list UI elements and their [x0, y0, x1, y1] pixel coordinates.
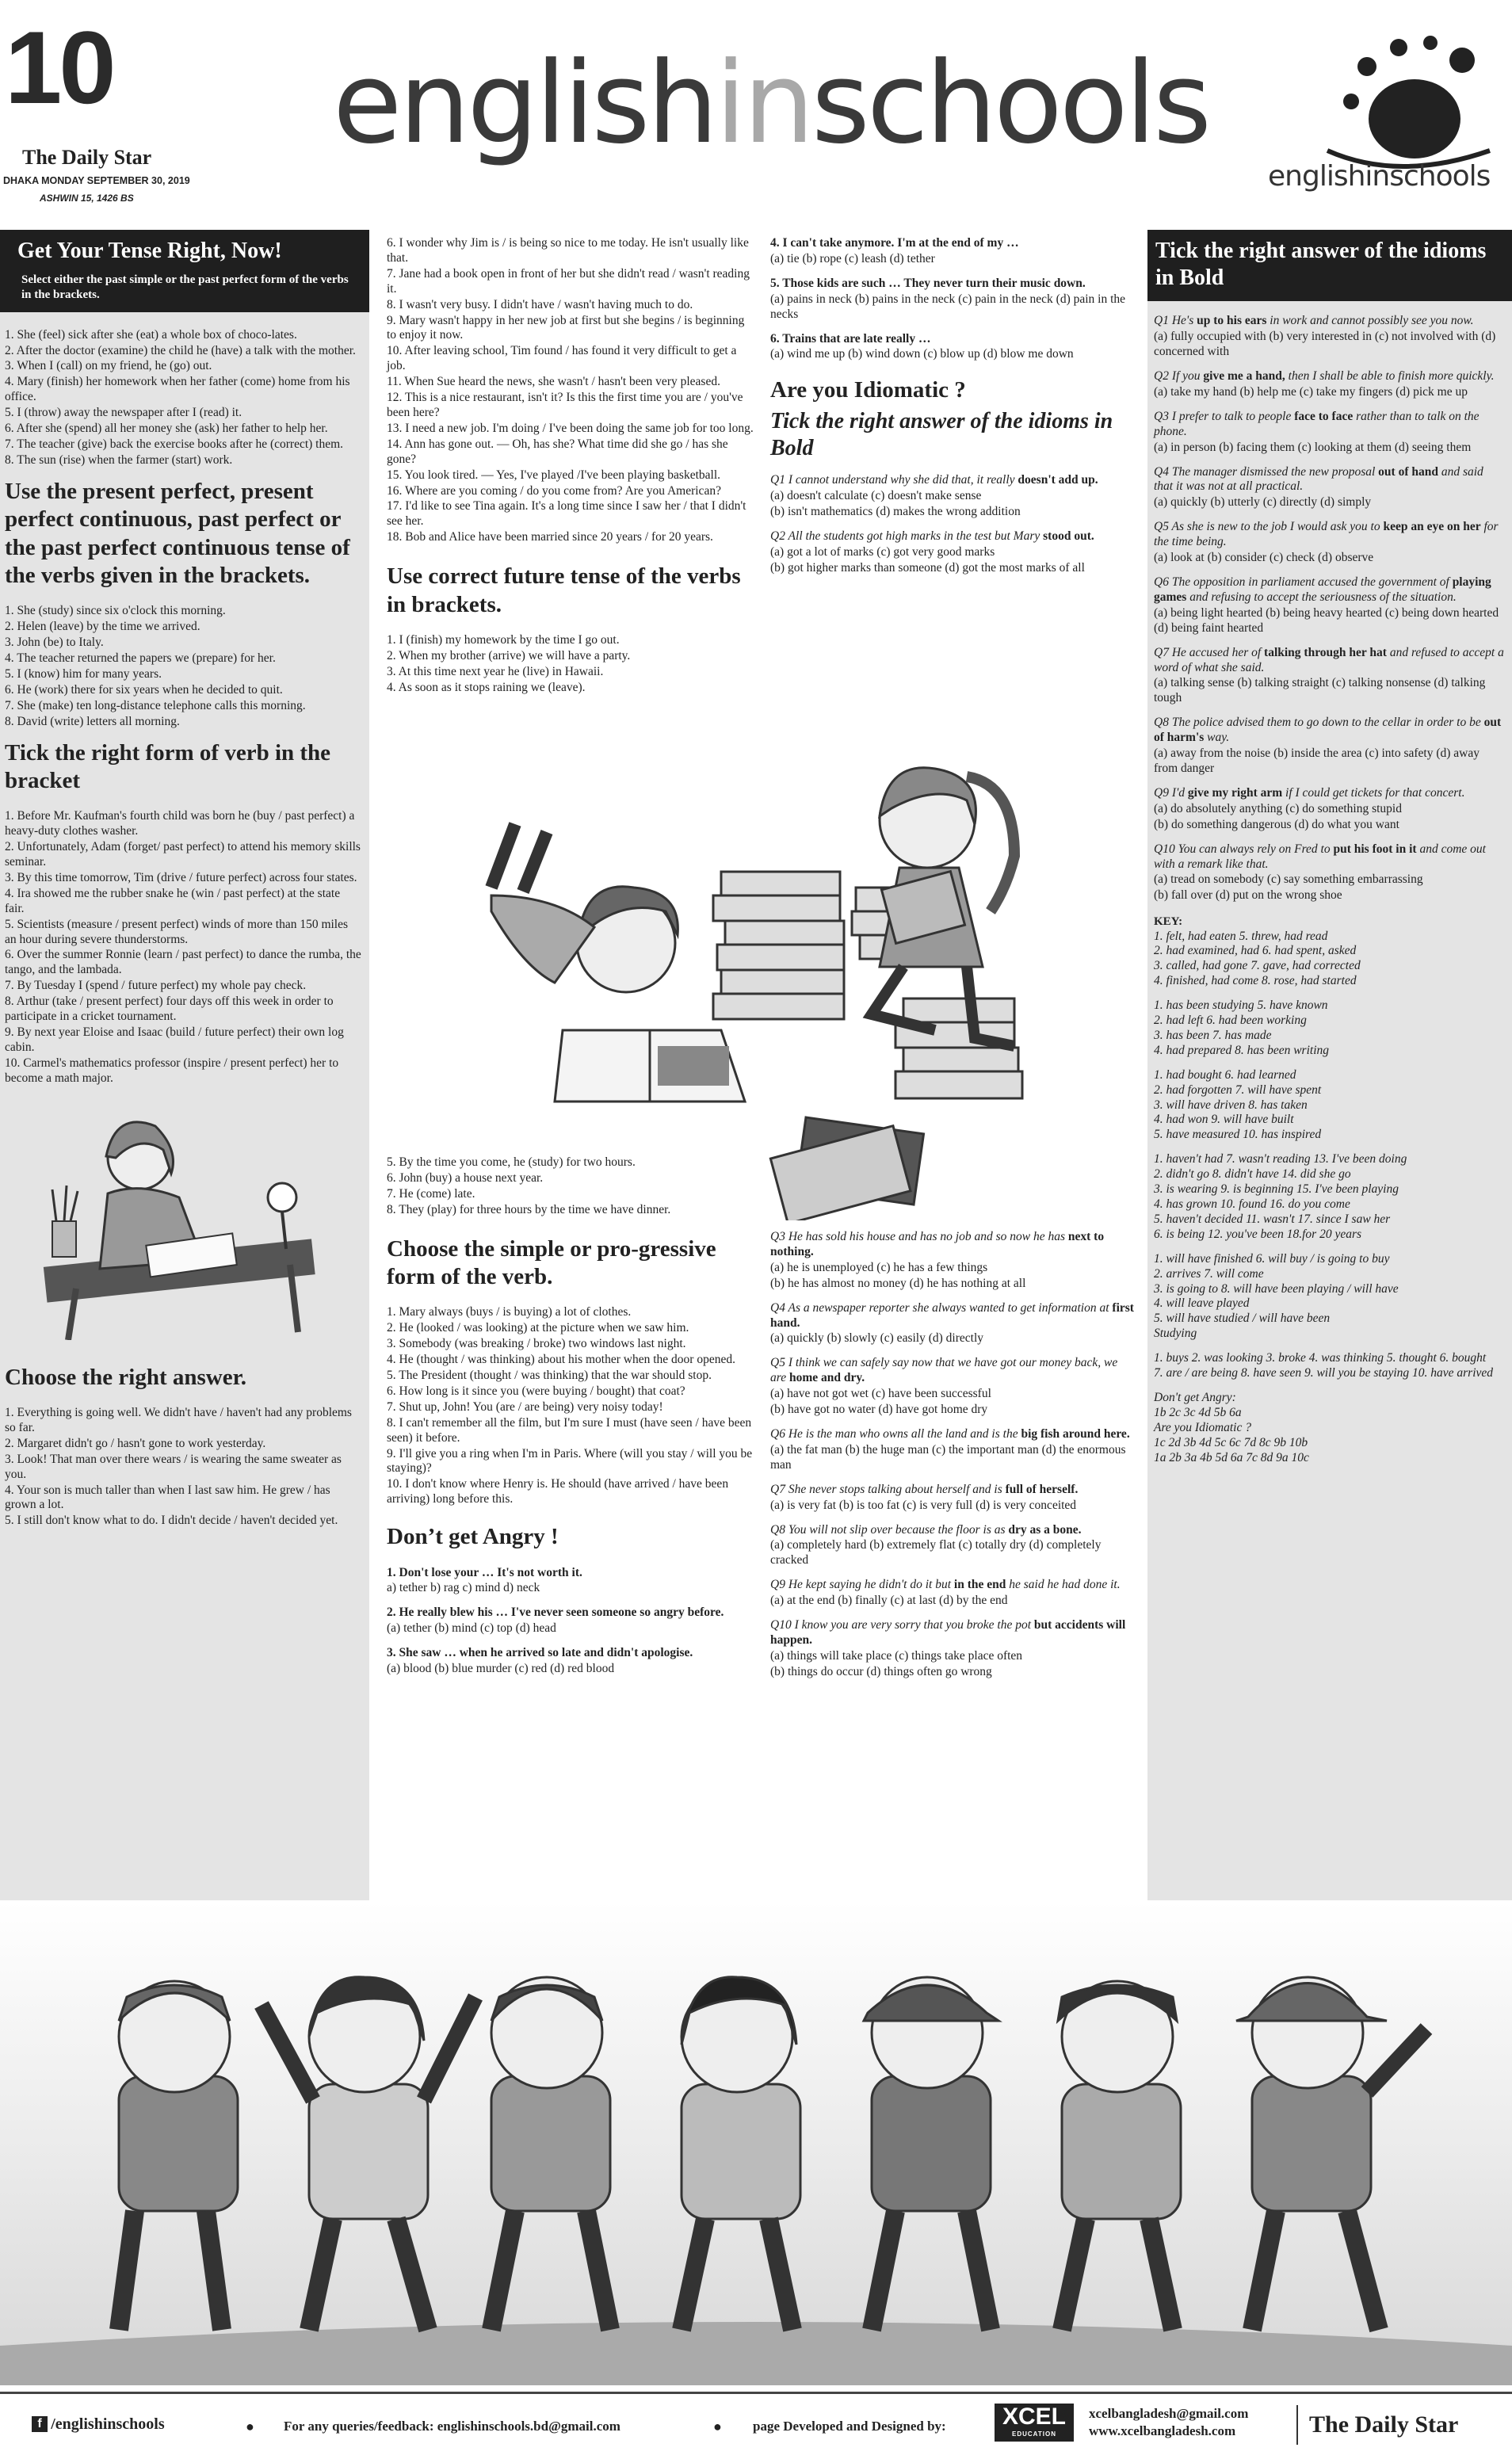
key-line: 3. is going to 8. will have been playing / will have [1154, 1281, 1399, 1296]
quiz-options: (a) talking sense (b) talking straight (c) talking nonsense (d) talking tough [1154, 676, 1486, 705]
girl-writing-illustration [21, 1102, 338, 1340]
list-item: 1. She (study) since six o'clock this morning. [5, 604, 226, 618]
key-line: 2. had forgotten 7. will have spent [1154, 1082, 1322, 1097]
idiom-quiz-top [770, 473, 1135, 575]
list-item: 6. John (buy) a house next year. [387, 1170, 544, 1185]
quiz-question: 1. Don't lose your … It's not worth it. [387, 1565, 582, 1579]
quiz-options: (a) wind me up (b) wind down (c) blow up (d) blow me down [770, 347, 1074, 361]
key-line: 4. will leave played [1154, 1296, 1250, 1311]
xcel-email[interactable]: xcelbangladesh@gmail.com [1089, 2406, 1249, 2421]
key-line: 1b 2c 3c 4d 5b 6a [1154, 1405, 1242, 1419]
list-item: 6. How long is it since you (were buying / bought) that coat? [387, 1384, 685, 1398]
column-3-lower [770, 1230, 1135, 1690]
quiz-item [1154, 716, 1504, 777]
list-item: 17. I'd like to see Tina again. It's a long time since I saw her / that I didn't see her. [387, 499, 746, 529]
quiz-item [770, 1483, 1135, 1514]
column-2 [387, 236, 755, 697]
list-item: 5. I still don't know what to do. I didn't decide / haven't decided yet. [5, 1514, 338, 1528]
masthead-title [333, 38, 1209, 169]
key-line: 6. is being 12. you've been 18.for 20 years [1154, 1227, 1362, 1241]
present-perfect-exercise [5, 604, 361, 729]
newspaper-name: The Daily Star [22, 146, 152, 169]
footer-divider [1296, 2405, 1298, 2445]
key-line: 2. had left 6. had been working [1154, 1014, 1307, 1028]
quiz-item [770, 1301, 1135, 1347]
list-item: 1. Mary always (buys / is buying) a lot of clothes. [387, 1305, 632, 1319]
quiz-question-end: in work and cannot possibly see you now. [1270, 314, 1474, 328]
idioms-box-header [1147, 230, 1512, 301]
list-item: 8. I wasn't very busy. I didn't have / wasn't having much to do. [387, 297, 693, 311]
idiom-bold: first hand. [770, 1300, 1134, 1330]
angry-quiz-part-1 [387, 1566, 755, 1677]
quiz-question: Q10 You can always rely on Fred to [1154, 842, 1331, 856]
idiom-bold: up to his ears [1197, 314, 1267, 328]
page-number: 10 [5, 10, 113, 125]
list-item: 1. She (feel) sick after she (eat) a whole box of choco-lates. [5, 327, 297, 342]
answer-key-title: KEY: [1154, 915, 1183, 929]
list-item: 2. Margaret didn't go / hasn't gone to work yesterday. [5, 1436, 266, 1450]
list-item: 1. I (finish) my homework by the time I go out. [387, 632, 620, 647]
quiz-options: (a) at the end (b) finally (c) at last (d) by the end [770, 1594, 1008, 1608]
quiz-options: a) tether b) rag c) mind d) neck [387, 1581, 540, 1595]
quiz-question-end: if I could get tickets for that concert. [1285, 785, 1465, 800]
idiom-bold: full of herself. [1005, 1482, 1079, 1496]
column-4 [1147, 230, 1512, 1900]
quiz-question: Q9 I'd [1154, 785, 1186, 800]
list-item: 18. Bob and Alice have been married since 20 years / for 20 years. [387, 530, 713, 544]
list-item: 10. Carmel's mathematics professor (inspire / present perfect) her to become a math major. [5, 1056, 339, 1085]
list-item: 3. Somebody (was breaking / broke) two windows last night. [387, 1337, 686, 1351]
quiz-item [1154, 410, 1504, 456]
key-line: 1. will have finished 6. will buy / is going to buy [1154, 1251, 1390, 1266]
key-line: 7. are / are being 8. have seen 9. will you be staying 10. have arrived [1154, 1366, 1494, 1380]
list-item: 8. They (play) for three hours by the time we have dinner. [387, 1202, 671, 1216]
list-item: 4. He (thought / was thinking) about his mother when the door opened. [387, 1353, 735, 1367]
key-line: 1. buys 2. was looking 3. broke 4. was thinking 5. thought 6. bought [1154, 1351, 1487, 1365]
list-item: 9. Mary wasn't happy in her new job at first but she begins / is beginning to enjoy it now. [387, 313, 745, 342]
idiom-bold: next to nothing. [770, 1230, 1105, 1258]
idiom-bold: out of hand [1378, 464, 1438, 479]
key-line: 5. will have studied / will have been [1154, 1312, 1331, 1326]
quiz-item [387, 1566, 755, 1597]
list-item: 1. Everything is going well. We didn't have / haven't had any problems so far. [5, 1406, 352, 1434]
key-group [1154, 1068, 1504, 1144]
key-line: 5. haven't decided 11. wasn't 17. since I saw her [1154, 1212, 1391, 1226]
section-heading: Are you Idiomatic ? [770, 377, 966, 403]
list-item: 4. As soon as it stops raining we (leave). [387, 680, 586, 694]
quiz-item [770, 236, 1135, 267]
quiz-options: (a) tread on somebody (c) say something embarrassing [1154, 872, 1423, 887]
key-line: 3. called, had gone 7. gave, had corrected [1154, 959, 1361, 973]
quiz-question: Q4 As a newspaper reporter she always wanted to get information at [770, 1300, 1109, 1315]
key-group [1154, 998, 1504, 1059]
quiz-item [770, 1618, 1135, 1680]
quiz-question-end: rather than to talk on the phone. [1154, 409, 1480, 438]
quiz-question: Q2 All the students got high marks in the test but Mary [770, 529, 1040, 543]
list-item: 6. Over the summer Ronnie (learn / past perfect) to dance the rumba, the tango, and the lambada. [5, 948, 361, 977]
quiz-question: Q3 I prefer to talk to people [1154, 409, 1292, 423]
list-item: 10. After leaving school, Tim found / has found it very difficult to get a job. [387, 344, 737, 373]
masthead-english: english [333, 38, 716, 169]
quiz-question: Q7 She never stops talking about herself and is [770, 1482, 1002, 1496]
key-line: 2. had examined, had 6. had spent, asked [1154, 944, 1357, 958]
key-line: 1c 2d 3b 4d 5c 6c 7d 8c 9b 10b [1154, 1435, 1308, 1449]
kids-reading-illustration [460, 729, 1109, 1220]
quiz-item [770, 473, 1135, 520]
quiz-options: (a) have not got wet (c) have been successful [770, 1387, 991, 1401]
list-item: 6. After she (spend) all her money she (ask) her father to help her. [5, 422, 328, 436]
quiz-options: (a) is very fat (b) is too fat (c) is very full (d) is very conceited [770, 1498, 1077, 1512]
section-heading: Use correct future tense of the verbs in brackets. [387, 563, 741, 617]
designed-by: page Developed and Designed by: [753, 2419, 946, 2434]
kids-backpacks-illustration [0, 1902, 1512, 2385]
idiom-bold: big fish around here. [1021, 1426, 1130, 1441]
masthead-schools: schools [811, 38, 1209, 169]
list-item: 6. He (work) there for six years when he decided to quit. [5, 682, 283, 697]
list-item: 5. By the time you come, he (study) for two hours. [387, 1155, 636, 1169]
quiz-question: Q1 I cannot understand why she did that, it really [770, 473, 1015, 487]
list-item: 4. Ira showed me the rubber snake he (win / past perfect) at the state fair. [5, 886, 341, 915]
key-group [1154, 1351, 1504, 1381]
list-item: 8. Arthur (take / present perfect) four days off this week in order to participate in a cricket tournament. [5, 995, 334, 1024]
key-group [1154, 1252, 1504, 1342]
quiz-item [1154, 786, 1504, 833]
quiz-item [1154, 369, 1504, 400]
list-item: 2. After the doctor (examine) the child he (have) a talk with the mother. [5, 343, 356, 357]
list-item: 2. Helen (leave) by the time we arrived. [5, 620, 200, 634]
quiz-options: (a) do absolutely anything (c) do something stupid [1154, 801, 1402, 815]
list-item: 3. By this time tomorrow, Tim (drive / future perfect) across four states. [5, 870, 357, 884]
column-3 [770, 236, 1135, 585]
idiom-bold: talking through her hat [1264, 645, 1387, 659]
quiz-options: (a) things will take place (c) things take place often [770, 1648, 1023, 1663]
quiz-item [1154, 646, 1504, 707]
list-item: 2. When my brother (arrive) we will have a party. [387, 648, 631, 662]
quiz-options: (a) being light hearted (b) being heavy hearted (c) being down hearted (d) being faint hearted [1154, 605, 1499, 635]
idiom-quiz-right [1154, 314, 1504, 903]
quiz-options: (a) got a lot of marks (c) got very good marks [770, 544, 995, 559]
list-item: 12. This is a nice restaurant, isn't it? Is this the first time you are / you've been here? [387, 391, 743, 419]
key-line: 2. arrives 7. will come [1154, 1266, 1264, 1281]
footer-paper-name: The Daily Star [1309, 2411, 1459, 2438]
quiz-item [770, 332, 1135, 363]
quiz-question: Q8 The police advised them to go down to the cellar in order to be [1154, 716, 1481, 730]
list-item: 7. By Tuesday I (spend / future perfect) my whole pay check. [5, 979, 307, 993]
quiz-options: (b) have got no water (d) have got home dry [770, 1403, 988, 1417]
idioms-box-title: Tick the right answer of the idioms in Bold [1155, 239, 1487, 291]
list-item: 5. The President (thought / was thinking) that the war should stop. [387, 1369, 712, 1382]
quiz-item [1154, 575, 1504, 636]
quiz-options: (a) he is unemployed (c) he has a few things [770, 1260, 988, 1274]
list-item: 7. Shut up, John! You (are / are being) very noisy today! [387, 1399, 663, 1414]
bangla-date: ASHWIN 15, 1426 BS [40, 193, 134, 204]
quiz-question: Q7 He accused her of [1154, 645, 1262, 659]
feedback-email[interactable]: For any queries/feedback: englishinschools.bd@gmail.com [284, 2419, 620, 2434]
quiz-item [770, 1578, 1135, 1609]
idiom-bold: give me a hand, [1203, 369, 1285, 384]
quiz-question: Q2 If you [1154, 369, 1201, 384]
list-item: 16. Where are you coming / do you come from? Are you American? [387, 483, 721, 498]
masthead-in: in [715, 38, 811, 169]
quiz-options: (a) look at (b) consider (c) check (d) observe [1154, 551, 1374, 565]
quiz-question-end: for the time being. [1154, 520, 1499, 549]
key-line: 3. is wearing 9. is beginning 15. I've been playing [1154, 1182, 1399, 1197]
quiz-item [770, 1523, 1135, 1569]
future-tense-exercise [387, 633, 755, 696]
quiz-item [1154, 520, 1504, 566]
key-line: 4. had won 9. will have built [1154, 1113, 1294, 1127]
quiz-options: (a) in person (b) facing them (c) looking at them (d) seeing them [1154, 440, 1472, 454]
quiz-options: (b) things do occur (d) things often go wrong [770, 1664, 992, 1678]
section-heading: Tick the right form of verb in the bracket [5, 739, 331, 793]
quiz-question: 5. Those kids are such … They never turn their music down. [770, 276, 1086, 290]
quiz-options: (a) fully occupied with (b) very interested in (c) not involved with (d) concerned with [1154, 330, 1496, 359]
quiz-item [1154, 465, 1504, 511]
quiz-question-end: way. [1207, 731, 1230, 745]
key-group [1154, 1391, 1504, 1466]
quiz-options: (a) pains in neck (b) pains in the neck (c) pain in the neck (d) pain in the necks [770, 292, 1126, 321]
quiz-options: (a) blood (b) blue murder (c) red (d) red blood [387, 1662, 615, 1676]
idiom-bold: face to face [1294, 409, 1354, 423]
idiom-bold: keep an eye on her [1383, 520, 1481, 534]
quiz-question: Q5 I think we can safely say now that we have got our money back, we are [770, 1356, 1118, 1385]
list-item: 11. When Sue heard the news, she wasn't / hasn't been very pleased. [387, 375, 720, 389]
list-item: 4. Mary (finish) her homework when her father (come) home from his office. [5, 375, 350, 404]
list-item: 3. When I (call) on my friend, he (go) out. [5, 359, 212, 373]
quiz-question: Q8 You will not slip over because the floor is as [770, 1522, 1006, 1537]
quiz-options: (a) the fat man (b) the huge man (c) the important man (d) the enormous man [770, 1442, 1126, 1472]
idiom-bold: put his foot in it [1333, 842, 1417, 856]
quiz-item [770, 1427, 1135, 1473]
facebook-group[interactable] [32, 2416, 165, 2432]
list-item: 7. Jane had a book open in front of her but she didn't read / wasn't reading it. [387, 266, 750, 296]
list-item: 3. At this time next year he (live) in Hawaii. [387, 664, 604, 678]
section-subheading: Tick the right answer of the idioms in Bold [770, 408, 1113, 460]
key-line: 1. had bought 6. had learned [1154, 1067, 1296, 1082]
idiom-bold: playing games [1154, 575, 1491, 604]
quiz-item [770, 529, 1135, 576]
key-line: 3. will have driven 8. has taken [1154, 1098, 1308, 1112]
list-item: 7. She (make) ten long-distance telephone calls this morning. [5, 698, 306, 712]
idiom-quiz-bottom [770, 1230, 1135, 1680]
key-line: 5. have measured 10. has inspired [1154, 1128, 1322, 1142]
list-item: 8. The sun (rise) when the farmer (start) work. [5, 452, 233, 467]
quiz-item [1154, 842, 1504, 904]
verb-form-exercise [5, 809, 361, 1086]
quiz-options: (b) isn't mathematics (d) makes the wrong addition [770, 504, 1021, 518]
key-line: Are you Idiomatic ? [1154, 1420, 1251, 1434]
tense-box-header [0, 230, 369, 312]
key-line: 1a 2b 3a 4b 5d 6a 7c 8d 9a 10c [1154, 1450, 1309, 1464]
list-item: 3. John (be) to Italy. [5, 636, 104, 650]
quiz-question: Q5 As she is new to the job I would ask you to [1154, 520, 1380, 534]
key-line: 2. didn't go 8. didn't have 14. did she go [1154, 1167, 1351, 1182]
quiz-question: 3. She saw … when he arrived so late and didn't apologise. [387, 1646, 693, 1660]
dateline: DHAKA MONDAY SEPTEMBER 30, 2019 [3, 175, 190, 186]
key-line: 4. had prepared 8. has been writing [1154, 1043, 1330, 1057]
idiom-bold: in the end [953, 1578, 1006, 1592]
idiom-bold: give my right arm [1187, 785, 1283, 800]
list-item: 3. Look! That man over there wears / is wearing the same sweater as you. [5, 1452, 342, 1481]
list-item: 13. I need a new job. I'm doing / I've been doing the same job for too long. [387, 421, 754, 435]
xcel-logo-subtext: EDUCATION [1012, 2430, 1056, 2438]
xcel-website[interactable]: www.xcelbangladesh.com [1089, 2423, 1236, 2438]
list-item: 2. He (looked / was looking) at the picture when we saw him. [387, 1321, 689, 1335]
list-item: 7. The teacher (give) back the exercise books after he (correct) them. [5, 437, 344, 451]
list-item: 2. Unfortunately, Adam (forget/ past perfect) to attend his memory skills seminar. [5, 840, 361, 869]
key-group [1154, 930, 1504, 990]
list-item: 4. Your son is much taller than when I last saw him. He grew / has grown a lot. [5, 1483, 330, 1512]
column-1 [0, 230, 369, 1900]
quiz-options: (a) quickly (b) utterly (c) directly (d) simply [1154, 495, 1372, 510]
quiz-item [1154, 314, 1504, 360]
past-simple-exercise [5, 328, 361, 468]
key-group [1154, 1152, 1504, 1242]
page-footer [0, 2392, 1512, 2459]
bullet-icon: ● [246, 2419, 254, 2434]
quiz-question-end: and said that it was not at all practical. [1154, 464, 1483, 494]
idiom-bold: out of harm's [1154, 716, 1502, 745]
column-2-lower [387, 1155, 755, 1686]
quiz-question-end: and refused to accept a word of what she said. [1154, 645, 1504, 674]
facebook-icon: f [32, 2416, 48, 2432]
quiz-item [387, 1646, 755, 1677]
key-line: 4. has grown 10. found 16. do you come [1154, 1197, 1350, 1212]
list-item: 10. I don't know where Henry is. He should (have arrived / have been arriving) long before this. [387, 1477, 729, 1506]
quiz-options: (a) quickly (b) slowly (c) easily (d) directly [770, 1331, 984, 1346]
tense-exercise-continued [387, 236, 755, 545]
quiz-question: Q3 He has sold his house and has no job and so now he has [770, 1230, 1066, 1243]
list-item: 8. David (write) letters all morning. [5, 714, 180, 728]
list-item: 5. I (throw) away the newspaper after I (read) it. [5, 406, 242, 420]
key-line: Studying [1154, 1327, 1197, 1341]
tense-box-title: Get Your Tense Right, Now! [17, 239, 282, 263]
idiom-bold: stood out. [1043, 529, 1094, 543]
quiz-question: Q6 The opposition in parliament accused the government of [1154, 575, 1449, 589]
key-line: Don't get Angry: [1154, 1390, 1236, 1404]
angry-quiz-part-2 [770, 236, 1135, 362]
list-item: 5. I (know) him for many years. [5, 666, 162, 681]
quiz-item [387, 1606, 755, 1636]
list-item: 6. I wonder why Jim is / is being so nice to me today. He isn't usually like that. [387, 236, 749, 265]
simple-progressive-exercise [387, 1305, 755, 1507]
list-item: 9. I'll give you a ring when I'm in Paris. Where (will you stay / will you be staying)? [387, 1446, 753, 1476]
answer-key [1154, 914, 1504, 1465]
quiz-item [770, 277, 1135, 323]
list-item: 15. You look tired. — Yes, I've played /I've been playing basketball. [387, 468, 721, 482]
idiom-bold: home and dry. [788, 1371, 865, 1385]
quiz-question: 2. He really blew his … I've never seen someone so angry before. [387, 1606, 724, 1620]
tense-box-subtitle: Select either the past simple or the past perfect form of the verbs in the brackets. [21, 273, 349, 301]
quiz-options: (b) got higher marks than someone (d) got the most marks of all [770, 560, 1085, 575]
section-heading: Don’t get Angry ! [387, 1524, 559, 1550]
quiz-question-end: and refusing to accept the seriousness of the situation. [1189, 590, 1457, 604]
key-line: 3. has been 7. has made [1154, 1028, 1272, 1042]
list-item: 1. Before Mr. Kaufman's fourth child was born he (buy / past perfect) a heavy-duty clothes washer. [5, 809, 355, 838]
quiz-question: Q4 The manager dismissed the new proposal [1154, 464, 1376, 479]
bullet-icon: ● [713, 2419, 722, 2434]
xcel-logo [995, 2404, 1074, 2442]
key-line: 1. haven't had 7. wasn't reading 13. I've been doing [1154, 1152, 1407, 1166]
quiz-question: 4. I can't take anymore. I'm at the end of my … [770, 236, 1019, 250]
list-item: 9. By next year Eloise and Isaac (build / future perfect) their own log cabin. [5, 1025, 344, 1054]
quiz-item [770, 1356, 1135, 1418]
key-line: 1. has been studying 5. have known [1154, 998, 1328, 1013]
list-item: 5. Scientists (measure / present perfect) winds of more than 150 miles an hour during severe thunderstorms. [5, 917, 349, 946]
facebook-handle[interactable]: /englishinschools [51, 2415, 165, 2434]
quiz-options: (a) away from the noise (b) inside the area (c) into safety (d) away from danger [1154, 746, 1480, 775]
list-item: 14. Ann has gone out. — Oh, has she? What time did she go / has she gone? [387, 437, 728, 466]
xcel-logo-text: XCEL [1002, 2404, 1066, 2430]
quiz-question: Q6 He is the man who owns all the land and is the [770, 1426, 1018, 1441]
quiz-question: Q1 He's [1154, 314, 1194, 328]
quiz-options: (b) fall over (d) put on the wrong shoe [1154, 888, 1342, 903]
quiz-options: (b) do something dangerous (d) do what you want [1154, 817, 1399, 831]
quiz-question: Q9 He kept saying he didn't do it but [770, 1578, 952, 1592]
key-line: 1. felt, had eaten 5. threw, had read [1154, 929, 1328, 943]
section-heading: Choose the right answer. [5, 1364, 247, 1390]
quiz-options: (b) he has almost no money (d) he has nothing at all [770, 1276, 1026, 1290]
quiz-item [770, 1230, 1135, 1292]
section-heading: Use the present perfect, present perfect continuous, past perfect or the past perfect continuous tense of the verbs given in the brackets. [5, 478, 350, 588]
logo-text: englishinschools [1268, 160, 1491, 193]
list-item: 8. I can't remember all the film, but I'm sure I must (have seen / have been seen) it before. [387, 1415, 752, 1445]
right-answer-exercise [5, 1406, 361, 1529]
quiz-question: 6. Trains that are late really … [770, 331, 931, 346]
quiz-options: (a) completely hard (b) extremely flat (c) totally dry (d) completely cracked [770, 1538, 1102, 1567]
idiom-bold: doesn't add up. [1018, 473, 1098, 487]
idiom-bold: but accidents will happen. [770, 1618, 1126, 1647]
key-line: 4. finished, had come 8. rose, had started [1154, 974, 1357, 988]
quiz-options: (a) doesn't calculate (c) doesn't make sense [770, 488, 982, 502]
quiz-question-end: he said he had done it. [1009, 1578, 1121, 1592]
quiz-options: (a) take my hand (b) help me (c) take my fingers (d) pick me up [1154, 384, 1468, 399]
idiom-bold: dry as a bone. [1008, 1522, 1082, 1537]
quiz-question-end: and come out with a remark like that. [1154, 842, 1486, 871]
quiz-question-end: then I shall be able to finish more quickly. [1288, 369, 1495, 384]
list-item: 4. The teacher returned the papers we (prepare) for her. [5, 651, 276, 666]
list-item: 7. He (come) late. [387, 1186, 475, 1201]
quiz-question: Q10 I know you are very sorry that you broke the pot [770, 1618, 1032, 1632]
section-heading: Choose the simple or pro-gressive form of the verb. [387, 1235, 716, 1289]
quiz-options: (a) tether (b) mind (c) top (d) head [387, 1621, 556, 1636]
quiz-options: (a) tie (b) rope (c) leash (d) tether [770, 251, 935, 265]
